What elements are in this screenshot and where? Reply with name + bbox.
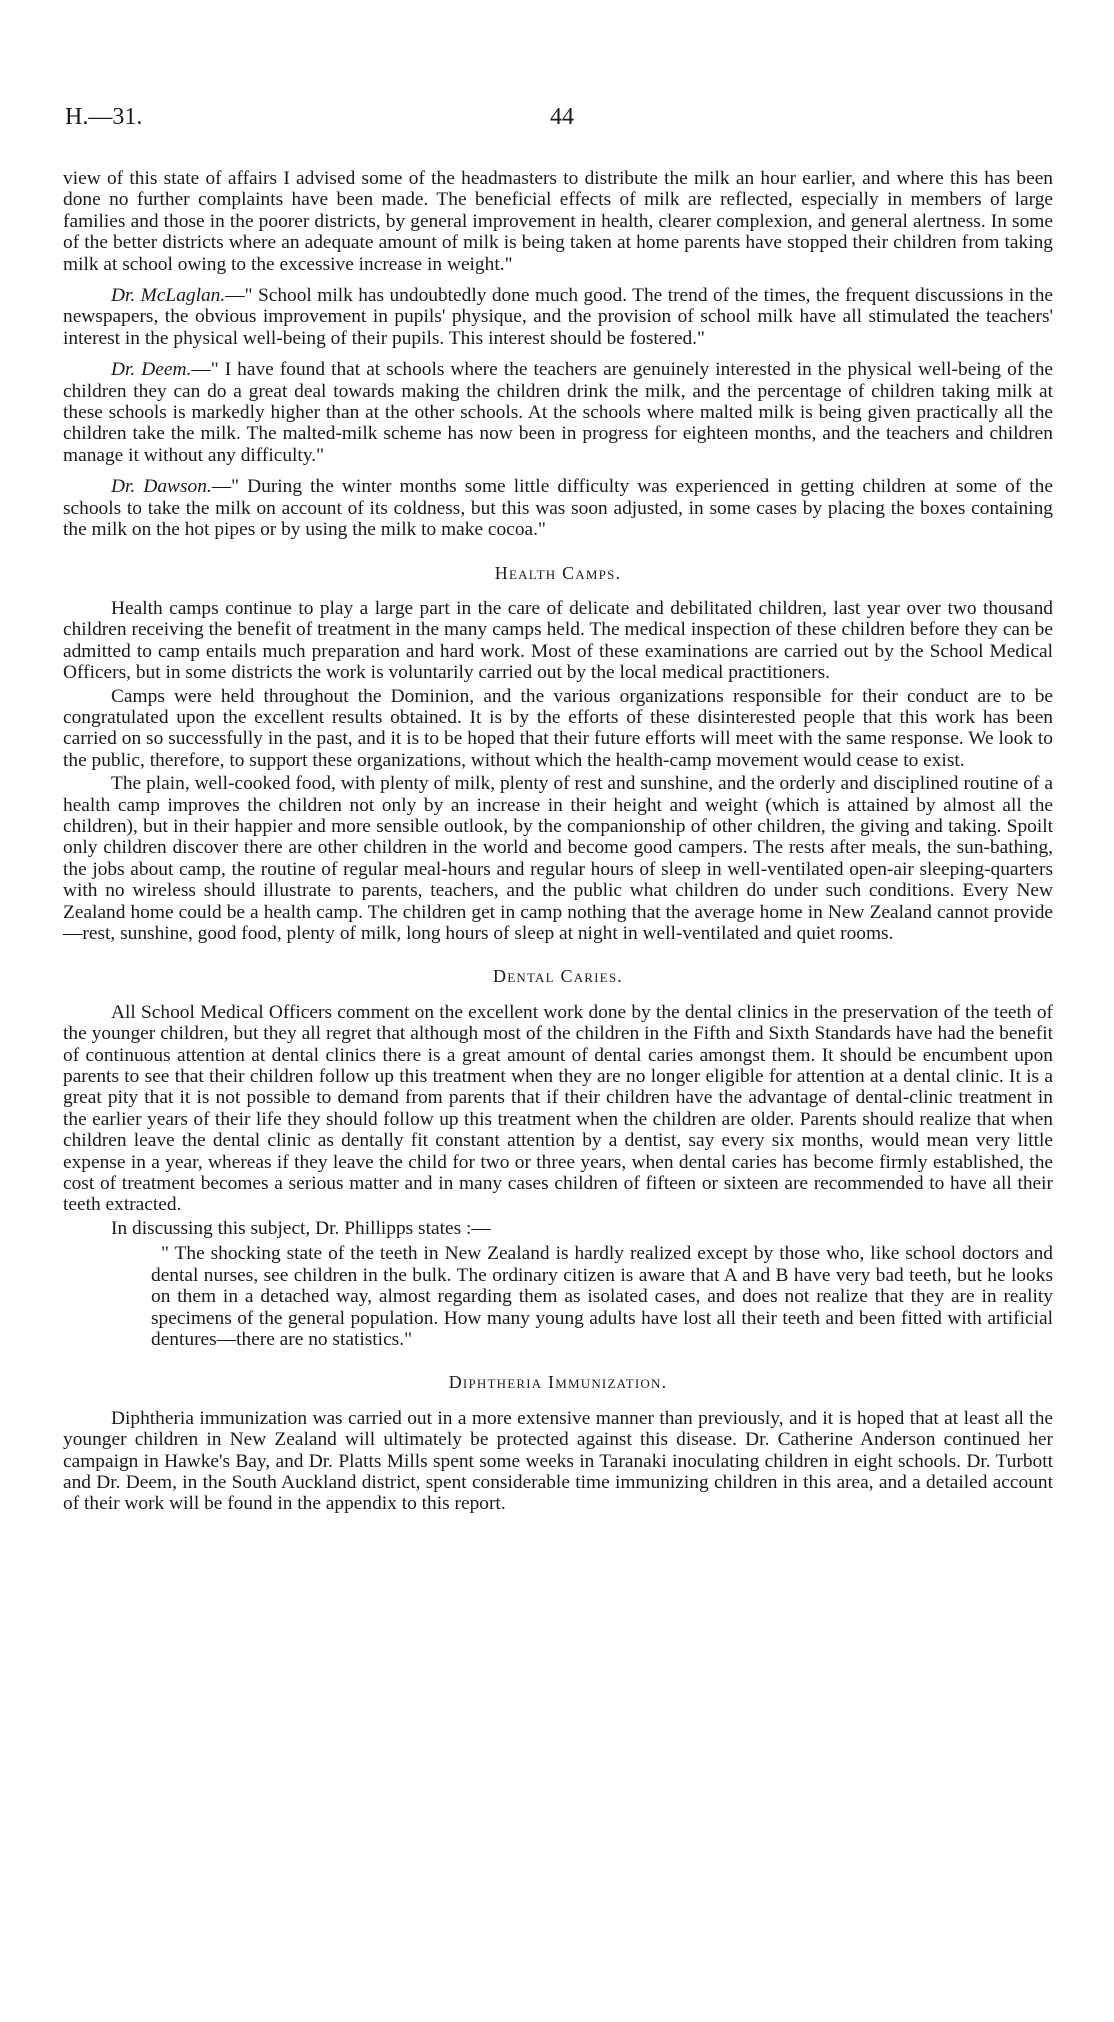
section-heading-dental-caries: Dental Caries. bbox=[493, 966, 623, 987]
paragraph-text: —" During the winter months some little difficulty was experienced in getting children at some of the schools to take the milk on account of its coldness, but this was soon adjusted, in some cases by placing the boxes containing the milk on the hot pipes or by using the milk to make cocoa." bbox=[63, 476, 1053, 541]
paragraph-diphtheria: Diphtheria immunization was carried out in a more extensive manner than previously, and it is hoped that at least all the younger children in New Zealand will ultimately be protected against this disease. Dr. Catherine Anderson continued her campaign in Hawke's Bay, and Dr. Platts Mills spent some weeks in Taranaki inoculating children in eight schools. Dr. Turbott and Dr. Deem, in the South Auckland district, spent considerable time immunizing children in this area, and a detailed account of their work will be found in the appendix to this report. bbox=[63, 1407, 1053, 1515]
paragraph-text: —" I have found that at schools where the teachers are genuinely interested in the physical well-being of the children they can do a great deal towards making the children drink the milk, and the percentage of children taking milk at these schools is markedly higher than at the other schools. At the schools where malted milk is being given practically all the children take the milk. The malted-milk scheme has now been in progress for eighteen months, and the teachers and children manage it without any difficulty." bbox=[63, 359, 1054, 466]
paragraph-text: —" School milk has undoubtedly done much good. The trend of the times, the frequent discussions in the newspapers, the obvious improvement in pupils' physique, and the provision of school milk have all stimulated the teachers' interest in the physical well-being of their pupils. This interest should be fostered." bbox=[63, 285, 1054, 349]
block-quote-phillipps: " The shocking state of the teeth in New Zealand is hardly realized except by those who, like school doctors and dental nurses, see children in the bulk. The ordinary citizen is aware that A and B have very bad teeth, but he looks on them in a detached way, almost regarding them as isolated cases, and does not realize that they are in reality specimens of the general population. How many young adults have lost all their teeth and been fitted with artificial dentures—there are no statistics." bbox=[151, 1243, 1053, 1350]
speaker-name: Dr. Dawson. bbox=[111, 476, 212, 498]
document-reference: H.—31. bbox=[65, 104, 143, 130]
speaker-name: Dr. McLaglan. bbox=[111, 285, 226, 307]
section-heading-diphtheria: Diphtheria Immunization. bbox=[448, 1372, 668, 1393]
paragraph-dental-caries: All School Medical Officers comment on the excellent work done by the dental clinics in the preservation of the teeth of the younger children, but they all regret that although most of the children in the Fifth and Sixth Standards have had the benefit of continuous attention at dental clinics there is a great amount of dental caries amongst them. It should be encumbent upon parents to see that their children follow up this treatment when they are no longer eligible for attention at a dental clinic. It is a great pity that it is not possible to demand from parents that if their children have the advantage of dental-clinic treatment in the earlier years of their life they should follow up this treatment when the children are older. Parents should realize that when children leave the dental clinic as dentally fit constant attention by a dentist, say every six months, would mean very little expense in a year, whereas if they leave the child for two or three years, when dental caries has become firmly established, the cost of treatment becomes a serious matter and in many cases children of fifteen or sixteen are recommended to have all their teeth extracted. bbox=[63, 1001, 1053, 1216]
page-header bbox=[65, 104, 1050, 134]
paragraph-mclaglan bbox=[63, 285, 1053, 349]
paragraph-dawson bbox=[63, 476, 1053, 540]
paragraph-continued: view of this state of affairs I advised some of the headmasters to distribute the milk an hour earlier, and where this has been done no further complaints have been made. The beneficial effects of milk are reflected, especially in members of large families and those in the poorer districts, by general improvement in health, clearer complexion, and general alertness. In some of the better districts where an adequate amount of milk is being taken at home parents have stopped their children from taking milk at school owing to the excessive increase in weight." bbox=[63, 168, 1053, 275]
paragraph-health-camps-1: Health camps continue to play a large part in the care of delicate and debilitated children, last year over two thousand children receiving the benefit of treatment in the many camps held. The medical inspection of these children before they can be admitted to camp entails much preparation and hard work. Most of these examinations are carried out by the School Medical Officers, but in some districts the work is voluntarily carried out by the local medical practitioners. bbox=[63, 597, 1053, 684]
speaker-name: Dr. Deem. bbox=[111, 359, 192, 381]
paragraph-health-camps-3: The plain, well-cooked food, with plenty of milk, plenty of rest and sunshine, and the orderly and disciplined routine of a health camp improves the children not only by an increase in their height and weight (which is attained by almost all the children), but in their happier and more sensible outlook, by the companionship of other children, the giving and taking. Spoilt only children discover there are other children in the world and become good campers. The rests after meals, the sun-bathing, the jobs about camp, the routine of regular meal-hours and regular hours of sleep in well-ventilated open-air sleeping-quarters with no wireless should illustrate to parents, teachers, and the public what children do under such conditions. Every New Zealand home could be a health camp. The children get in camp nothing that the average home in New Zealand cannot provide—rest, sunshine, good food, plenty of milk, long hours of sleep at night in well-ventilated and quiet rooms. bbox=[63, 773, 1053, 944]
paragraph-health-camps-2: Camps were held throughout the Dominion, and the various organizations responsible for their conduct are to be congratulated upon the excellent results obtained. It is by the efforts of these disinterested people that this work has been carried on so successfully in the past, and it is to be hoped that their future efforts will meet with the same response. We look to the public, therefore, to support these organizations, without which the health-camp movement would cease to exist. bbox=[63, 685, 1053, 771]
paragraph-deem bbox=[63, 359, 1053, 466]
page-number: 44 bbox=[550, 104, 574, 130]
body-text bbox=[63, 168, 1053, 1525]
paragraph-phillipps-intro: In discussing this subject, Dr. Phillipps states :— bbox=[111, 1217, 491, 1239]
section-heading-health-camps: Health Camps. bbox=[494, 562, 622, 583]
